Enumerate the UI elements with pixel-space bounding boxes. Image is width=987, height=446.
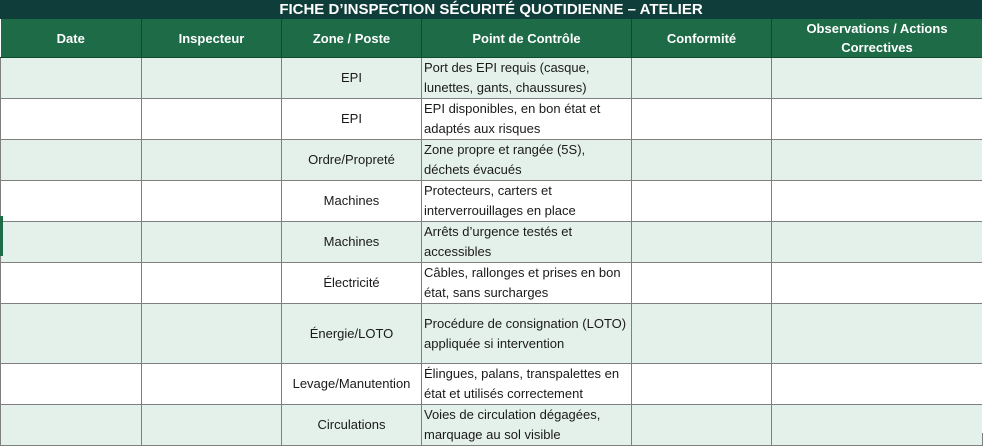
header-zone[interactable]: Zone / Poste: [282, 19, 422, 58]
sheet-right-margin: [982, 0, 987, 433]
table-row: [1, 364, 983, 405]
cell-date[interactable]: [1, 405, 142, 446]
cell-zone[interactable]: Ordre/Propreté: [282, 140, 422, 181]
cell-date[interactable]: [1, 58, 142, 99]
table-row: [1, 58, 983, 99]
cell-inspecteur[interactable]: [142, 364, 282, 405]
cell-date[interactable]: [1, 263, 142, 304]
cell-observations[interactable]: [772, 304, 983, 364]
cell-point[interactable]: Protecteurs, carters et interverrouillages en place: [422, 181, 632, 222]
cell-point[interactable]: Port des EPI requis (casque, lunettes, gants, chaussures): [422, 58, 632, 99]
cell-conformite[interactable]: [632, 99, 772, 140]
cell-zone[interactable]: Circulations: [282, 405, 422, 446]
cell-observations[interactable]: [772, 99, 983, 140]
header-inspecteur[interactable]: Inspecteur: [142, 19, 282, 58]
table-row: [1, 140, 983, 181]
cell-point[interactable]: Élingues, palans, transpalettes en état et utilisés correctement: [422, 364, 632, 405]
header-conformite[interactable]: Conformité: [632, 19, 772, 58]
cell-conformite[interactable]: [632, 140, 772, 181]
cell-inspecteur[interactable]: [142, 181, 282, 222]
cell-observations[interactable]: [772, 405, 983, 446]
cell-point[interactable]: Zone propre et rangée (5S), déchets évacués: [422, 140, 632, 181]
cell-inspecteur[interactable]: [142, 263, 282, 304]
row-selection-marker: [0, 216, 3, 256]
cell-observations[interactable]: [772, 364, 983, 405]
cell-observations[interactable]: [772, 58, 983, 99]
cell-date[interactable]: [1, 99, 142, 140]
cell-inspecteur[interactable]: [142, 99, 282, 140]
cell-zone[interactable]: Levage/Manutention: [282, 364, 422, 405]
cell-inspecteur[interactable]: [142, 405, 282, 446]
cell-inspecteur[interactable]: [142, 222, 282, 263]
table-row: [1, 99, 983, 140]
cell-observations[interactable]: [772, 181, 983, 222]
cell-conformite[interactable]: [632, 58, 772, 99]
sheet-title: FICHE D’INSPECTION SÉCURITÉ QUOTIDIENNE – ATELIER: [0, 0, 982, 19]
cell-conformite[interactable]: [632, 405, 772, 446]
table-row: [1, 304, 983, 364]
table-row: [1, 405, 983, 446]
cell-point[interactable]: Arrêts d’urgence testés et accessibles: [422, 222, 632, 263]
cell-point[interactable]: Procédure de consignation (LOTO) appliquée si intervention: [422, 304, 632, 364]
cell-observations[interactable]: [772, 222, 983, 263]
cell-point[interactable]: Câbles, rallonges et prises en bon état, sans surcharges: [422, 263, 632, 304]
table-row: [1, 263, 983, 304]
table-row: [1, 181, 983, 222]
cell-point[interactable]: Voies de circulation dégagées, marquage au sol visible: [422, 405, 632, 446]
cell-date[interactable]: [1, 181, 142, 222]
cell-conformite[interactable]: [632, 222, 772, 263]
header-row: [1, 19, 983, 58]
cell-conformite[interactable]: [632, 364, 772, 405]
cell-zone[interactable]: Électricité: [282, 263, 422, 304]
header-observations[interactable]: Observations / Actions Correctives: [772, 19, 983, 58]
cell-conformite[interactable]: [632, 263, 772, 304]
header-point[interactable]: Point de Contrôle: [422, 19, 632, 58]
cell-zone[interactable]: Machines: [282, 181, 422, 222]
cell-zone[interactable]: Machines: [282, 222, 422, 263]
cell-date[interactable]: [1, 304, 142, 364]
cell-inspecteur[interactable]: [142, 140, 282, 181]
cell-conformite[interactable]: [632, 304, 772, 364]
cell-zone[interactable]: Énergie/LOTO: [282, 304, 422, 364]
cell-observations[interactable]: [772, 263, 983, 304]
cell-date[interactable]: [1, 222, 142, 263]
header-date[interactable]: Date: [1, 19, 142, 58]
cell-inspecteur[interactable]: [142, 58, 282, 99]
cell-point[interactable]: EPI disponibles, en bon état et adaptés aux risques: [422, 99, 632, 140]
cell-date[interactable]: [1, 140, 142, 181]
cell-inspecteur[interactable]: [142, 304, 282, 364]
inspection-table: [0, 19, 983, 446]
table-row: [1, 222, 983, 263]
cell-observations[interactable]: [772, 140, 983, 181]
cell-zone[interactable]: EPI: [282, 99, 422, 140]
cell-zone[interactable]: EPI: [282, 58, 422, 99]
cell-date[interactable]: [1, 364, 142, 405]
cell-conformite[interactable]: [632, 181, 772, 222]
